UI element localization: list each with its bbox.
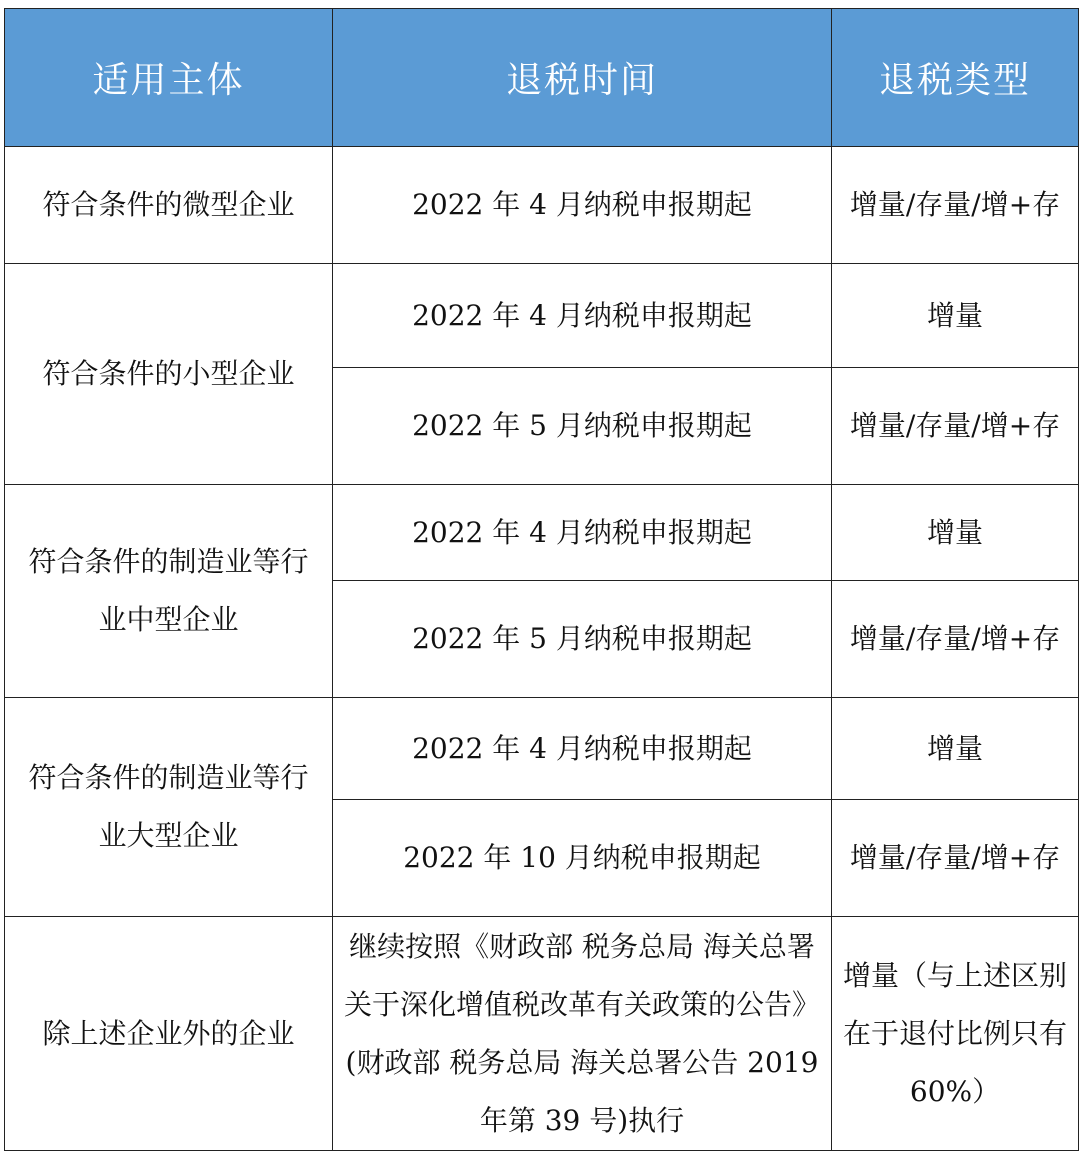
subject-cell: 符合条件的制造业等行业大型企业 bbox=[5, 698, 333, 917]
header-refund-time: 退税时间 bbox=[333, 9, 832, 147]
refund-time-cell: 2022 年 4 月纳税申报期起 bbox=[333, 264, 832, 368]
refund-type-cell: 增量 bbox=[832, 698, 1079, 800]
subject-cell: 符合条件的制造业等行业中型企业 bbox=[5, 485, 333, 698]
tax-refund-table bbox=[4, 8, 1079, 1151]
refund-time-cell: 2022 年 5 月纳税申报期起 bbox=[333, 368, 832, 485]
table-row bbox=[5, 485, 1079, 581]
refund-time-cell: 2022 年 4 月纳税申报期起 bbox=[333, 147, 832, 264]
refund-type-cell: 增量 bbox=[832, 264, 1079, 368]
refund-type-cell: 增量 bbox=[832, 485, 1079, 581]
subject-cell: 除上述企业外的企业 bbox=[5, 917, 333, 1151]
header-row bbox=[5, 9, 1079, 147]
refund-time-cell: 继续按照《财政部 税务总局 海关总署关于深化增值税改革有关政策的公告》(财政部 税务总局 海关总署公告 2019 年第 39 号)执行 bbox=[333, 917, 832, 1151]
refund-type-cell: 增量/存量/增+存 bbox=[832, 800, 1079, 917]
tax-refund-table-container bbox=[4, 8, 1079, 1151]
table-row bbox=[5, 147, 1079, 264]
table-header bbox=[5, 9, 1079, 147]
subject-cell: 符合条件的微型企业 bbox=[5, 147, 333, 264]
refund-time-cell: 2022 年 10 月纳税申报期起 bbox=[333, 800, 832, 917]
refund-type-cell: 增量/存量/增+存 bbox=[832, 147, 1079, 264]
header-subject: 适用主体 bbox=[5, 9, 333, 147]
refund-time-cell: 2022 年 5 月纳税申报期起 bbox=[333, 581, 832, 698]
refund-type-cell: 增量/存量/增+存 bbox=[832, 581, 1079, 698]
subject-cell: 符合条件的小型企业 bbox=[5, 264, 333, 485]
table-body bbox=[5, 147, 1079, 1151]
table-row bbox=[5, 698, 1079, 800]
refund-type-cell: 增量（与上述区别在于退付比例只有 60%） bbox=[832, 917, 1079, 1151]
refund-type-cell: 增量/存量/增+存 bbox=[832, 368, 1079, 485]
refund-time-cell: 2022 年 4 月纳税申报期起 bbox=[333, 485, 832, 581]
table-row bbox=[5, 917, 1079, 1151]
header-refund-type: 退税类型 bbox=[832, 9, 1079, 147]
table-row bbox=[5, 264, 1079, 368]
refund-time-cell: 2022 年 4 月纳税申报期起 bbox=[333, 698, 832, 800]
